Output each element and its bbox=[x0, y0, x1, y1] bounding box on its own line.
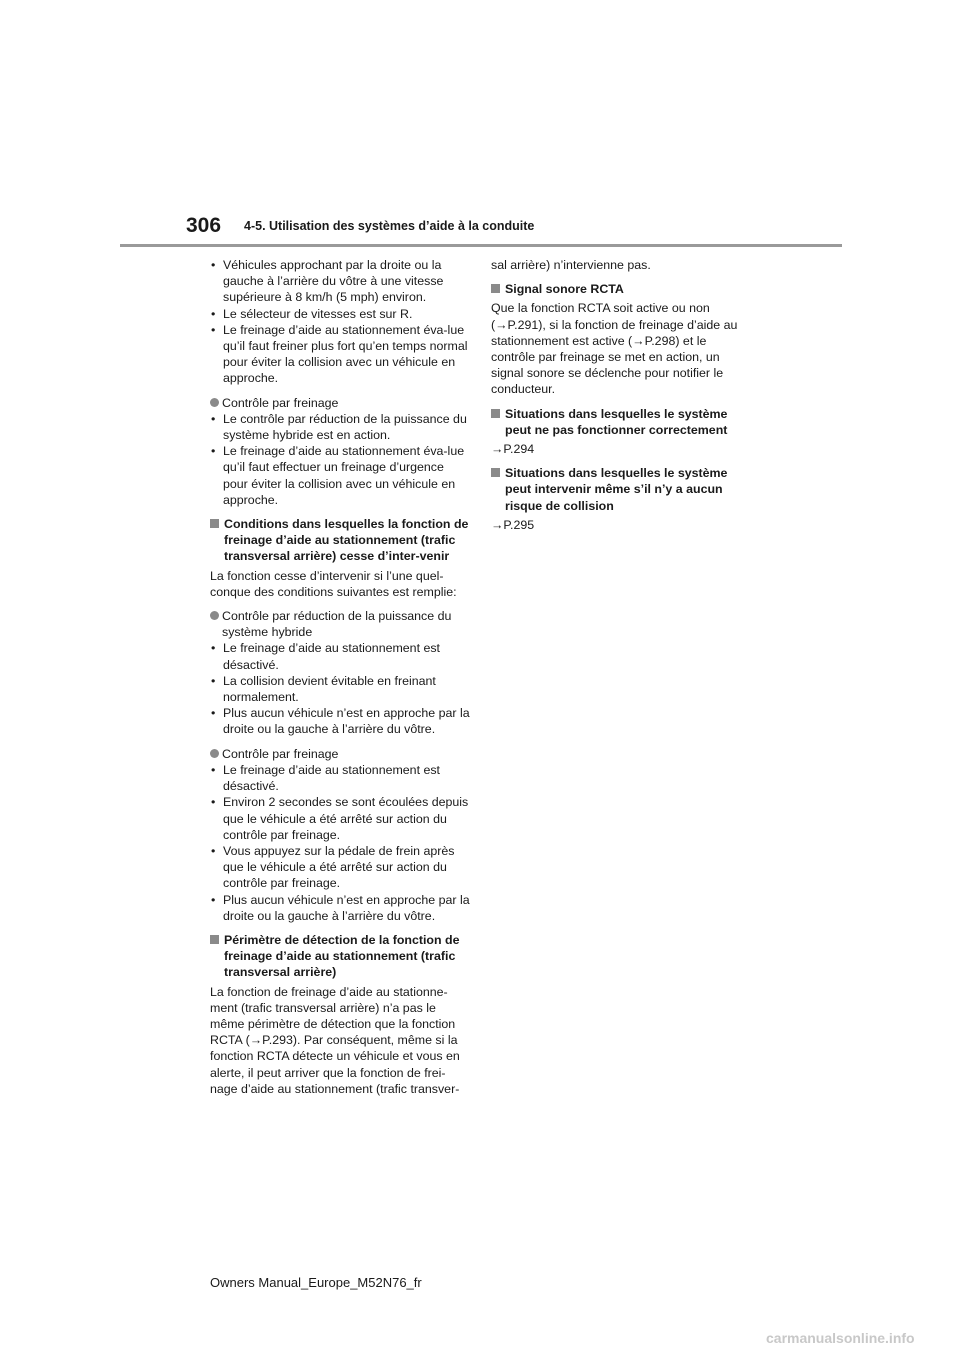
heading-text: Situations dans lesquelles le système peut ne pas fonctionner correctement bbox=[505, 406, 728, 437]
circle-bullet-icon bbox=[210, 749, 219, 758]
brake-control-bullet-list bbox=[210, 411, 472, 508]
circle-bullet-icon bbox=[210, 611, 219, 620]
list-item: • Le freinage d’aide au stationnement éva-lue qu’il faut freiner plus fort qu’en temps normal pour éviter la collision avec un véhicule en approche. bbox=[210, 322, 472, 387]
square-bullet-icon bbox=[491, 468, 500, 477]
perimeter-text: La fonction de freinage d’aide au stationne-ment (trafic transversal arrière) n’a pas le même périmètre de détection que la fonction RCTA (→P.293). Par conséquent, même si la fonction RCTA détecte un véhicule et vous en alerte, il peut arriver que la fonction de frei-nage d’aide au stationnement (trafic transver- bbox=[210, 984, 460, 1096]
heading-text: Contrôle par freinage bbox=[222, 746, 339, 761]
brake-control-heading bbox=[210, 395, 472, 411]
list-item: • Plus aucun véhicule n’est en approche par la droite ou la gauche à l’arrière du vôtre. bbox=[210, 705, 472, 737]
list-item: • Le freinage d’aide au stationnement éva-lue qu’il faut effectuer un freinage d’urgence pour éviter la collision avec un véhicule en approche. bbox=[210, 443, 472, 508]
heading-text: Conditions dans lesquelles la fonction de freinage d’aide au stationnement (trafic transversal arrière) cesse d’inter-venir bbox=[224, 517, 469, 564]
left-column bbox=[210, 257, 472, 1097]
square-bullet-icon bbox=[491, 284, 500, 293]
header-rule bbox=[120, 244, 842, 247]
not-working-heading bbox=[491, 406, 753, 438]
list-item: • Le contrôle par réduction de la puissance du système hybride est en action. bbox=[210, 411, 472, 443]
signal-text: Que la fonction RCTA soit active ou non (→P.291), si la fonction de freinage d’aide au stationnement est active (→P.298) et le contrôle par freinage se met en action, un signal sonore se déclenche pour notifier le conducteur. bbox=[491, 301, 738, 397]
stop-conditions-heading bbox=[210, 516, 472, 565]
heading-text: Contrôle par réduction de la puissance du système hybride bbox=[222, 609, 452, 640]
intro-bullet-list bbox=[210, 257, 472, 387]
square-bullet-icon bbox=[210, 935, 219, 944]
power-reduction-heading bbox=[210, 608, 472, 640]
brake-control-2-heading bbox=[210, 746, 472, 762]
list-item: • Plus aucun véhicule n’est en approche par la droite ou la gauche à l’arrière du vôtre. bbox=[210, 892, 472, 924]
list-item: • La collision devient évitable en freinant normalement. bbox=[210, 673, 472, 705]
heading-text: Situations dans lesquelles le système peut intervenir même s’il n’y a aucun risque de collision bbox=[505, 466, 728, 513]
list-item: • Le freinage d’aide au stationnement est désactivé. bbox=[210, 640, 472, 672]
list-item: • Véhicules approchant par la droite ou la gauche à l’arrière du vôtre à une vitesse supérieure à 8 km/h (5 mph) environ. bbox=[210, 257, 472, 306]
continuation-text: sal arrière) n’intervienne pas. bbox=[491, 258, 651, 272]
list-item: • Environ 2 secondes se sont écoulées depuis que le véhicule a été arrêté sur action du contrôle par freinage. bbox=[210, 794, 472, 843]
right-column bbox=[491, 257, 753, 533]
not-working-page-ref: →P.294 bbox=[491, 442, 535, 457]
signal-heading bbox=[491, 281, 753, 297]
list-item: • Le sélecteur de vitesses est sur R. bbox=[210, 306, 472, 322]
page-number: 306 bbox=[186, 214, 222, 237]
false-trigger-heading bbox=[491, 465, 753, 514]
square-bullet-icon bbox=[491, 409, 500, 418]
circle-bullet-icon bbox=[210, 398, 219, 407]
heading-text: Signal sonore RCTA bbox=[505, 282, 624, 297]
heading-text: Contrôle par freinage bbox=[222, 395, 339, 410]
list-item: • Vous appuyez sur la pédale de frein après que le véhicule a été arrêté sur action du contrôle par freinage. bbox=[210, 843, 472, 892]
list-item: • Le freinage d’aide au stationnement est désactivé. bbox=[210, 762, 472, 794]
heading-text: Périmètre de détection de la fonction de freinage d’aide au stationnement (trafic transversal arrière) bbox=[224, 932, 460, 980]
brake-control-2-bullet-list bbox=[210, 762, 472, 924]
stop-conditions-text: La fonction cesse d’intervenir si l’une quel-conque des conditions suivantes est remplie: bbox=[210, 568, 457, 599]
power-reduction-bullet-list bbox=[210, 640, 472, 737]
square-bullet-icon bbox=[210, 519, 219, 528]
section-title: 4-5. Utilisation des systèmes d’aide à la conduite bbox=[244, 219, 535, 233]
watermark: carmanualsonline.info bbox=[766, 1330, 915, 1346]
footer-text: Owners Manual_Europe_M52N76_fr bbox=[210, 1275, 422, 1290]
false-trigger-page-ref: →P.295 bbox=[491, 517, 535, 532]
perimeter-heading bbox=[210, 932, 472, 981]
